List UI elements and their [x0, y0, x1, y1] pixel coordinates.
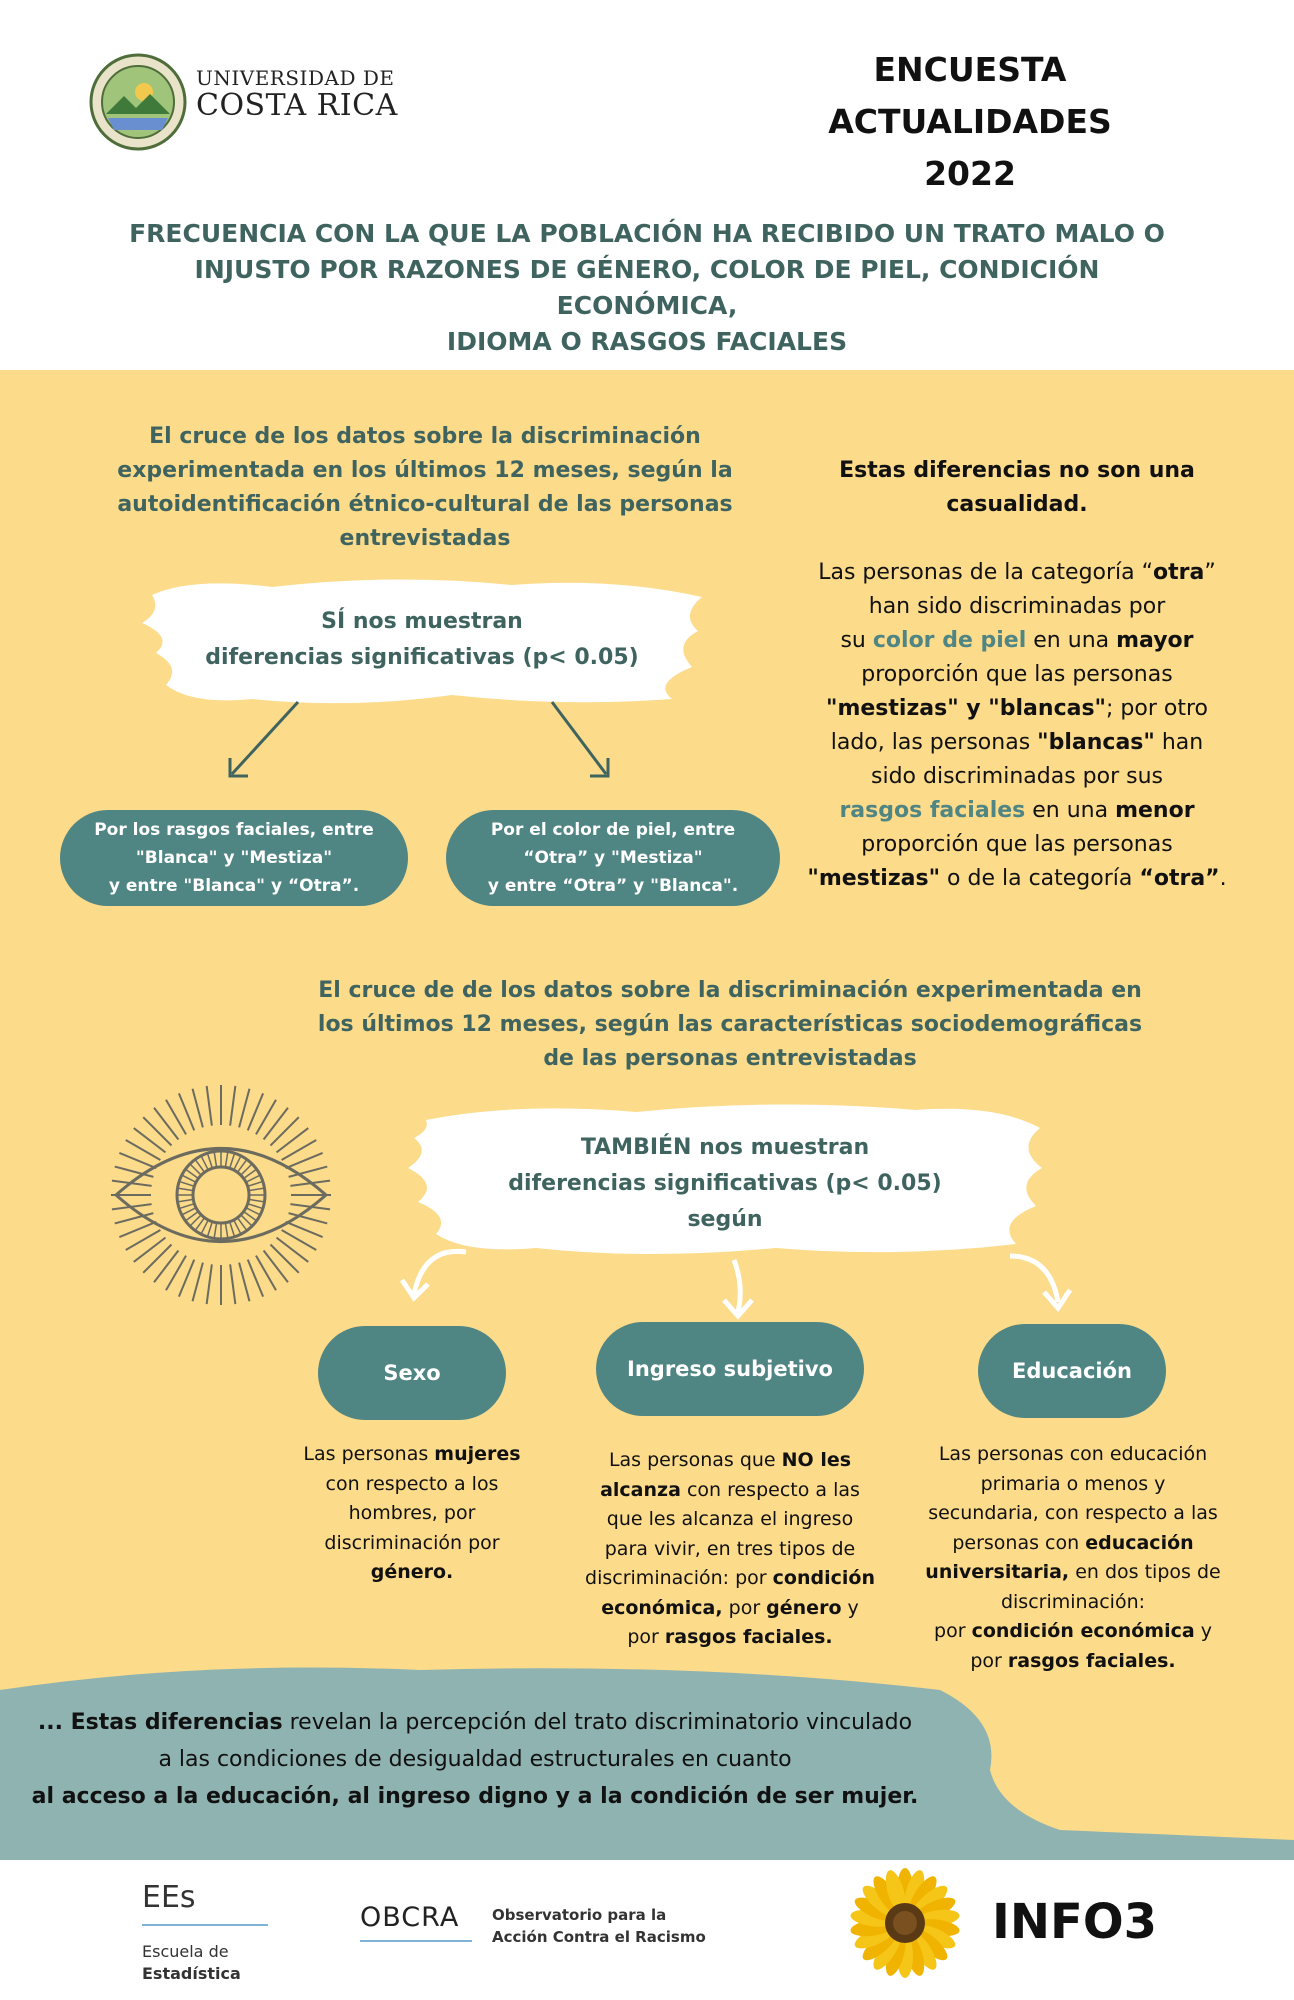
color-pill-line1: Por el color de piel, entre	[490, 820, 736, 840]
cloud2-line1: TAMBIÉN nos muestran	[580, 1135, 870, 1160]
sex-desc-line1: Las personas mujeres	[303, 1443, 521, 1465]
ees-logo-line	[142, 1924, 268, 1926]
sex-pill	[318, 1326, 506, 1420]
cloud1-text	[152, 604, 692, 676]
income-pill	[596, 1322, 864, 1416]
survey-title	[800, 44, 1140, 200]
ees-logo-sub2: Estadística	[142, 1964, 241, 1983]
section2-intro-line1: El cruce de de los datos sobre la discriminación experimentada en	[318, 978, 1142, 1003]
footer-line1: ... Estas diferencias revelan la percepción del trato discriminatorio vinculado	[37, 1710, 913, 1735]
university-name-line1: UNIVERSIDAD DE	[196, 66, 395, 90]
section1-intro	[110, 420, 740, 556]
edu-desc-line7: por condición económica y	[934, 1620, 1212, 1642]
curved-arrow-down-icon	[710, 1256, 770, 1322]
color-pill-line2: “Otra” y "Mestiza"	[523, 848, 703, 868]
curved-arrow-left-icon	[394, 1240, 474, 1310]
section1-intro-line1: El cruce de los datos sobre la discriminación	[149, 424, 701, 449]
right-line3: su color de piel en una mayor	[840, 628, 1194, 653]
footer-line2: a las condiciones de desigualdad estructurales en cuanto	[158, 1747, 792, 1772]
education-description	[912, 1440, 1234, 1676]
section1-intro-line3: autoidentificación étnico-cultural de las personas	[117, 492, 733, 517]
sunflower-icon	[850, 1868, 960, 1978]
page-title	[100, 216, 1194, 360]
sex-desc-line4: discriminación por	[324, 1531, 500, 1554]
edu-desc-line5: universitaria, en dos tipos de	[925, 1561, 1221, 1583]
edu-desc-line4: personas con educación	[952, 1531, 1194, 1554]
facial-features-pill	[60, 810, 408, 906]
income-desc-line7: por rasgos faciales.	[627, 1626, 833, 1648]
edu-desc-line8: por rasgos faciales.	[970, 1649, 1176, 1672]
skin-color-pill	[446, 810, 780, 906]
right-line6: lado, las personas "blancas" han	[830, 730, 1204, 755]
right-heading-line2: casualidad.	[946, 492, 1088, 517]
cloud2-line3: según	[687, 1207, 763, 1232]
right-line2: han sido discriminadas por	[868, 594, 1166, 619]
right-line1: Las personas de la categoría “otra”	[818, 560, 1216, 585]
curved-arrow-right-icon	[1006, 1246, 1076, 1316]
arrow-down-right-icon	[546, 698, 616, 788]
obcra-logo-line	[360, 1940, 472, 1942]
page-title-line1: FRECUENCIA CON LA QUE LA POBLACIÓN HA RECIBIDO UN TRATO MALO O	[129, 219, 1165, 248]
page-title-line2: INJUSTO POR RAZONES DE GÉNERO, COLOR DE PIEL, CONDICIÓN ECONÓMICA,	[194, 255, 1100, 320]
survey-title-line2: ACTUALIDADES 2022	[828, 102, 1112, 193]
obcra-logo: OBCRA	[360, 1902, 460, 1933]
income-desc-line6: económica, por género y	[601, 1596, 859, 1619]
page-title-line3: IDIOMA O RASGOS FACIALES	[446, 327, 848, 356]
income-desc-line2: alcanza con respecto a las	[600, 1478, 860, 1501]
eye-icon	[108, 1082, 334, 1308]
cloud2-line2: diferencias significativas (p< 0.05)	[508, 1171, 942, 1196]
facial-pill-line3: y entre "Blanca" y “Otra”.	[108, 876, 360, 896]
info-number: INFO3	[992, 1894, 1158, 1950]
ees-logo-sub1: Escuela de	[142, 1942, 229, 1961]
cloud2-text	[420, 1130, 1030, 1238]
right-heading-line1: Estas diferencias no son una	[839, 458, 1195, 483]
education-pill-label: Educación	[1012, 1359, 1132, 1383]
income-desc-line4: para vivir, en tres tipos de	[604, 1537, 856, 1560]
university-name-line2: COSTA RICA	[196, 88, 398, 123]
color-pill-line3: y entre “Otra” y "Blanca".	[487, 876, 739, 896]
edu-desc-line2: primaria o menos y	[980, 1472, 1166, 1495]
edu-desc-line1: Las personas con educación	[938, 1443, 1208, 1465]
education-pill	[978, 1324, 1166, 1418]
sex-desc-line5: género.	[370, 1561, 454, 1583]
university-seal-icon	[88, 52, 188, 152]
right-line5: "mestizas" y "blancas"; por otro	[825, 696, 1208, 721]
income-desc-line3: que les alcanza el ingreso	[606, 1508, 854, 1530]
edu-desc-line6: discriminación:	[1000, 1590, 1146, 1613]
edu-desc-line3: secundaria, con respecto a las	[928, 1502, 1218, 1524]
right-line7: sido discriminadas por sus	[871, 764, 1163, 789]
arrow-down-left-icon	[220, 698, 310, 788]
right-line9: proporción que las personas	[861, 832, 1173, 857]
section2-intro-line2: los últimos 12 meses, según las características sociodemográficas	[317, 1012, 1143, 1037]
income-desc-line1: Las personas que NO les	[608, 1449, 852, 1471]
footer-line3: al acceso a la educación, al ingreso digno y a la condición de ser mujer.	[31, 1784, 919, 1809]
income-description	[566, 1446, 894, 1653]
sex-desc-line2: con respecto a los	[325, 1472, 499, 1495]
section1-intro-line2: experimentada en los últimos 12 meses, según la	[117, 458, 733, 483]
sex-description	[288, 1440, 536, 1588]
facial-pill-line1: Por los rasgos faciales, entre	[94, 820, 374, 840]
survey-title-line1: ENCUESTA	[873, 50, 1067, 89]
sex-pill-label: Sexo	[383, 1361, 441, 1385]
obcra-desc-line1: Observatorio para la	[492, 1906, 667, 1924]
section2-intro-line3: de las personas entrevistadas	[543, 1046, 917, 1071]
sex-desc-line3: hombres, por	[348, 1502, 476, 1524]
cloud1-line1: SÍ nos muestran	[321, 609, 523, 634]
facial-pill-line2: "Blanca" y "Mestiza"	[135, 848, 333, 868]
right-line8: rasgos faciales en una menor	[839, 798, 1195, 823]
right-explanation	[790, 454, 1244, 896]
footer-conclusion	[20, 1704, 930, 1815]
section1-intro-line4: entrevistadas	[339, 526, 511, 551]
right-line10: "mestizas" o de la categoría “otra”.	[807, 866, 1227, 891]
income-pill-label: Ingreso subjetivo	[627, 1357, 833, 1381]
cloud1-line2: diferencias significativas (p< 0.05)	[205, 645, 639, 670]
obcra-desc-line2: Acción Contra el Racismo	[492, 1928, 706, 1946]
right-line4: proporción que las personas	[861, 662, 1173, 687]
income-desc-line5: discriminación: por condición	[585, 1567, 875, 1589]
ees-logo-title: EEs	[142, 1880, 196, 1915]
section2-intro	[300, 974, 1160, 1076]
